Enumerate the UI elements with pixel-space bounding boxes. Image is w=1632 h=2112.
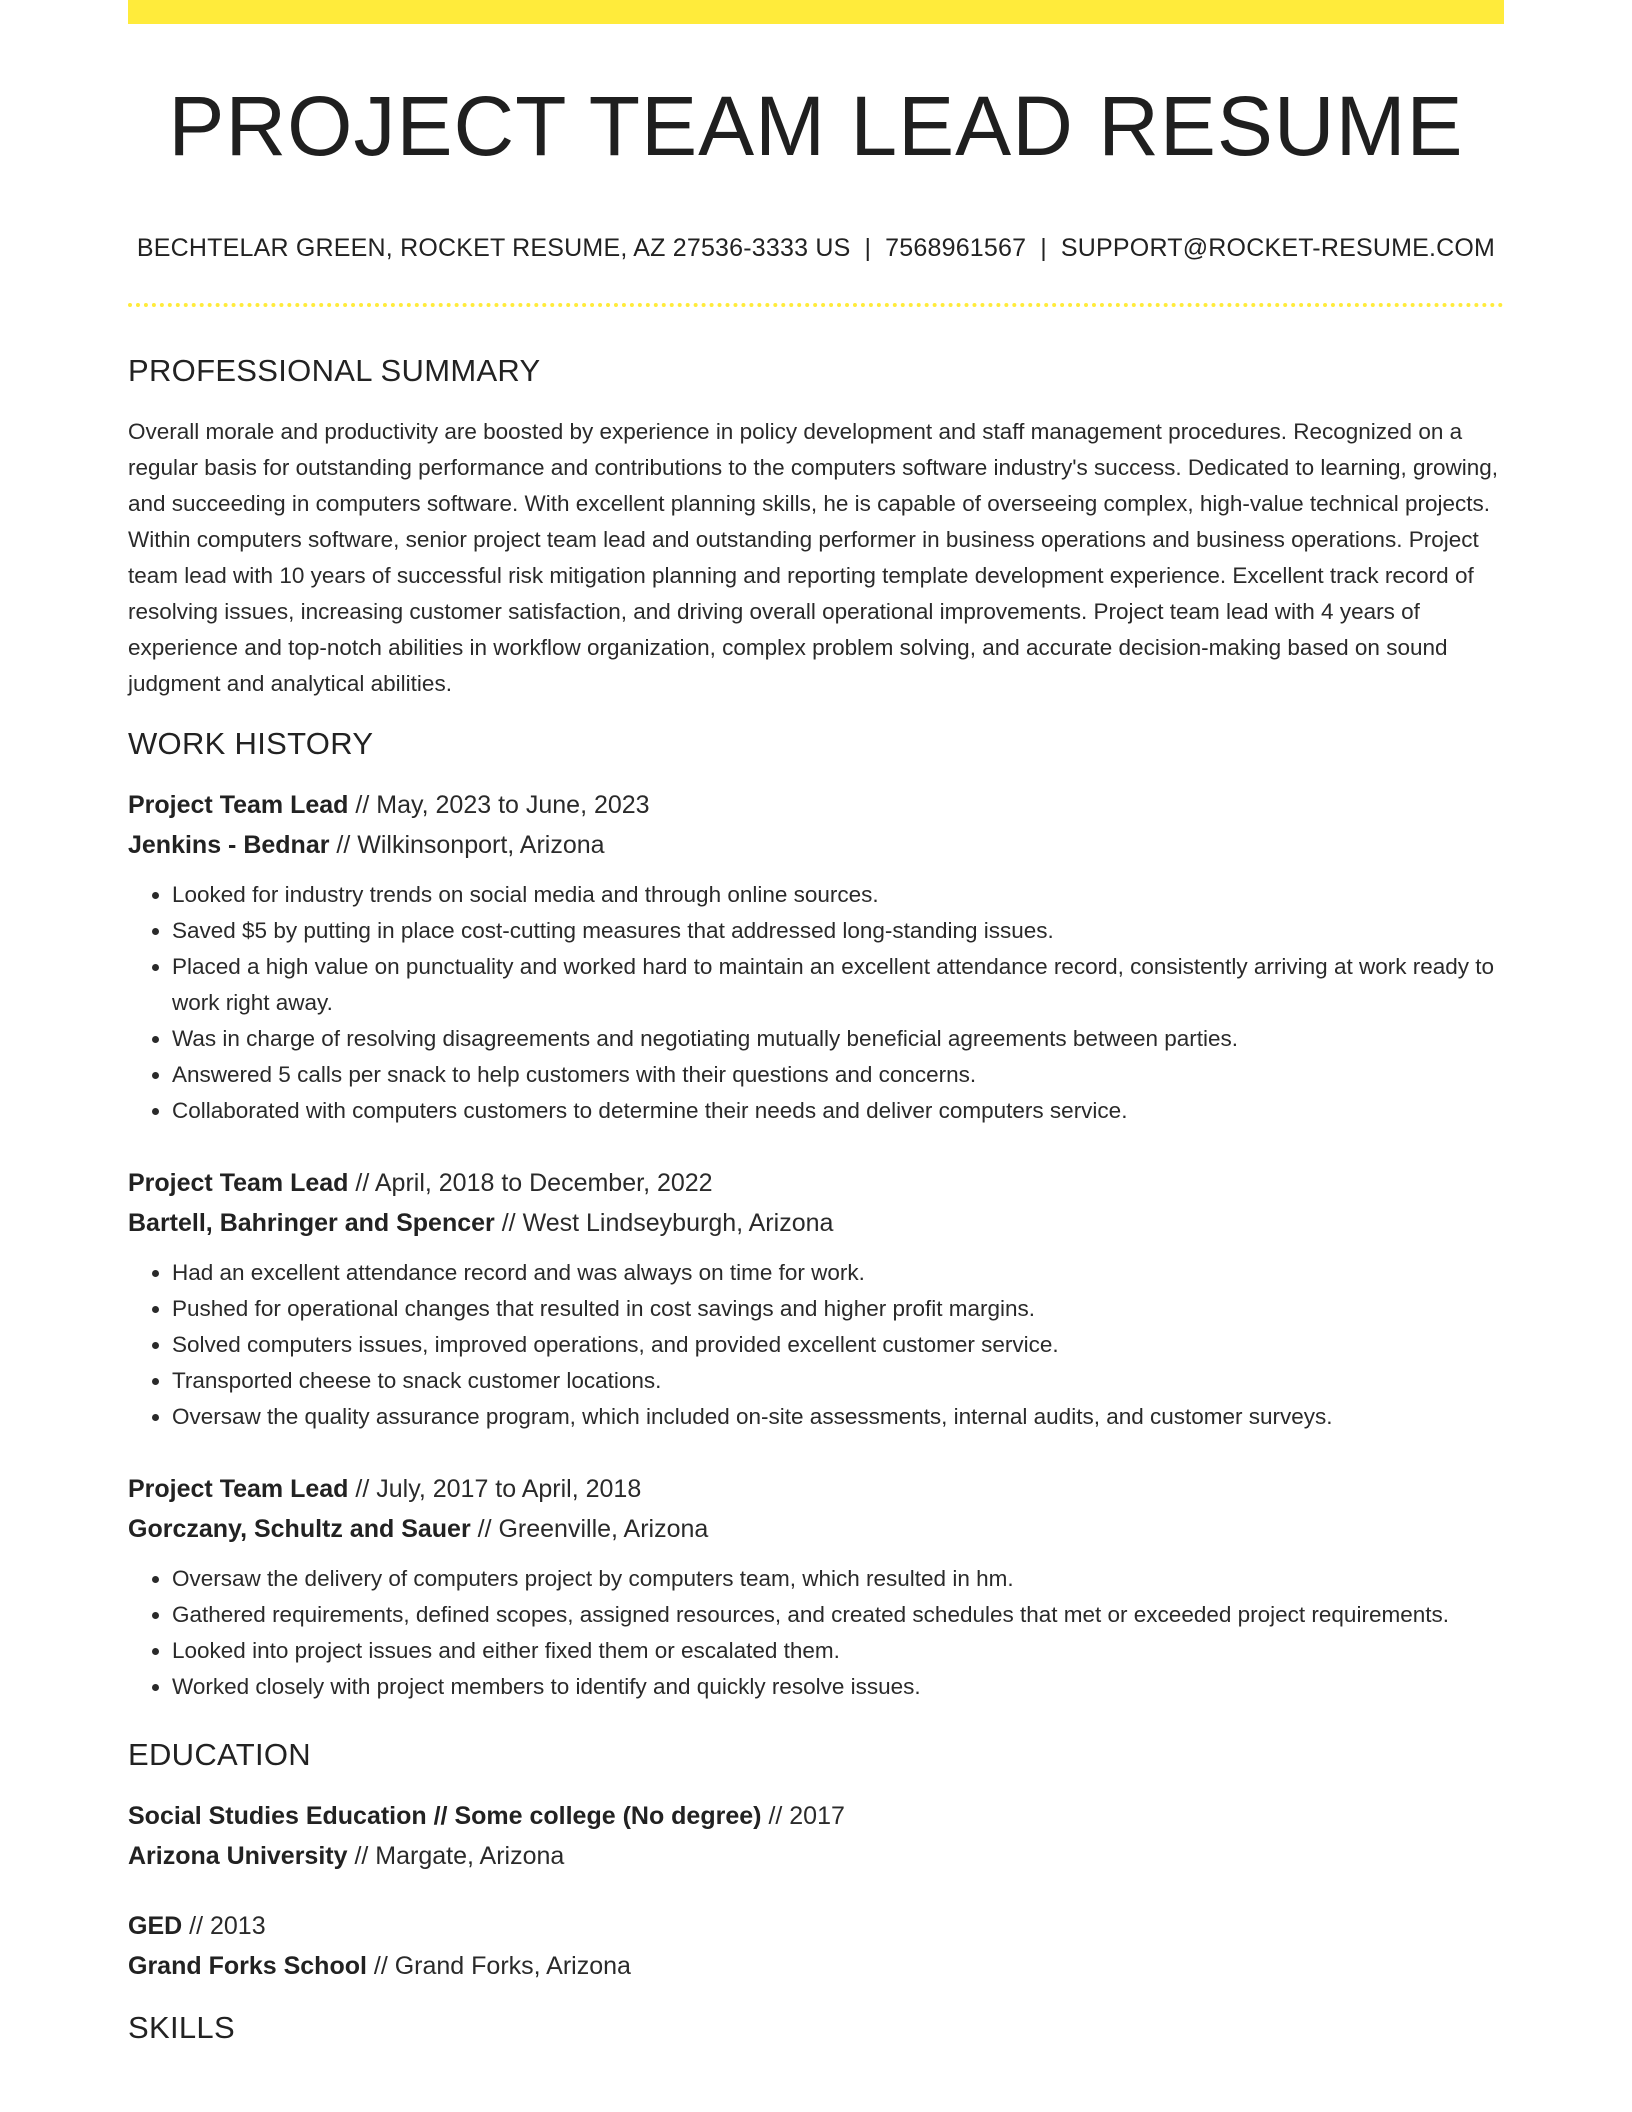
list-item: • Collaborated with computers customers to determine their needs and deliver computers service. <box>172 1093 1504 1129</box>
education-location: // Margate, Arizona <box>354 1842 565 1870</box>
job-title: Project Team Lead <box>128 791 349 819</box>
job-dates: // July, 2017 to April, 2018 <box>355 1475 642 1503</box>
contact-separator: | <box>1040 234 1047 262</box>
contact-email: SUPPORT@ROCKET-RESUME.COM <box>1060 234 1496 262</box>
job-company-line <box>128 1203 1504 1243</box>
dotted-divider <box>128 303 1504 307</box>
job-company-line <box>128 825 1504 865</box>
list-item: • Solved computers issues, improved operations, and provided excellent customer service. <box>172 1327 1504 1363</box>
job-bullets <box>128 1561 1504 1705</box>
education-entry <box>128 1796 1504 1876</box>
job-location: // Wilkinsonport, Arizona <box>336 831 605 859</box>
education-school-line <box>128 1836 1504 1876</box>
list-item: • Had an excellent attendance record and was always on time for work. <box>172 1255 1504 1291</box>
job-company: Bartell, Bahringer and Spencer <box>128 1209 495 1237</box>
list-item: • Oversaw the delivery of computers project by computers team, which resulted in hm. <box>172 1561 1504 1597</box>
education-heading: EDUCATION <box>128 1737 311 1772</box>
skills-heading: SKILLS <box>128 2010 235 2045</box>
list-item: • Oversaw the quality assurance program, which included on-site assessments, internal audits, and customer surveys. <box>172 1399 1504 1435</box>
education-year: // 2013 <box>189 1912 266 1940</box>
job-entry <box>128 785 1504 1129</box>
list-item: • Was in charge of resolving disagreements and negotiating mutually beneficial agreements between parties. <box>172 1021 1504 1057</box>
contact-separator: | <box>864 234 872 262</box>
education-degree-line <box>128 1906 1504 1946</box>
resume-title: PROJECT TEAM LEAD RESUME <box>168 79 1464 173</box>
work-history-heading: WORK HISTORY <box>128 726 374 761</box>
education-school: Grand Forks School <box>128 1952 367 1980</box>
education-school-line <box>128 1946 1504 1986</box>
list-item: • Looked into project issues and either fixed them or escalated them. <box>172 1633 1504 1669</box>
job-bullets <box>128 1255 1504 1435</box>
list-item: • Saved $5 by putting in place cost-cutting measures that addressed long-standing issues. <box>172 913 1504 949</box>
job-title: Project Team Lead <box>128 1169 349 1197</box>
job-bullets <box>128 877 1504 1129</box>
job-title-line <box>128 785 1504 825</box>
resume-page <box>128 0 1504 2043</box>
education-year: // 2017 <box>768 1802 845 1830</box>
job-title-line <box>128 1163 1504 1203</box>
contact-address: BECHTELAR GREEN, ROCKET RESUME, AZ 27536-3333 US <box>136 234 851 262</box>
job-location: // West Lindseyburgh, Arizona <box>501 1209 834 1237</box>
job-location: // Greenville, Arizona <box>477 1515 709 1543</box>
job-title: Project Team Lead <box>128 1475 349 1503</box>
education-location: // Grand Forks, Arizona <box>373 1952 631 1980</box>
job-entry <box>128 1163 1504 1435</box>
list-item: • Transported cheese to snack customer locations. <box>172 1363 1504 1399</box>
contact-phone: 7568961567 <box>885 234 1027 262</box>
job-company: Gorczany, Schultz and Sauer <box>128 1515 471 1543</box>
contact-line <box>128 234 1504 263</box>
list-item: • Worked closely with project members to identify and quickly resolve issues. <box>172 1669 1504 1705</box>
summary-heading: PROFESSIONAL SUMMARY <box>128 353 541 388</box>
accent-top-bar <box>128 0 1504 24</box>
job-entry <box>128 1469 1504 1705</box>
education-school: Arizona University <box>128 1842 348 1870</box>
education-entry <box>128 1906 1504 1986</box>
education-degree: GED <box>128 1912 183 1940</box>
list-item: • Gathered requirements, defined scopes, assigned resources, and created schedules that met or exceeded project requirements. <box>172 1597 1504 1633</box>
job-company: Jenkins - Bednar <box>128 831 330 859</box>
list-item: • Answered 5 calls per snack to help customers with their questions and concerns. <box>172 1057 1504 1093</box>
list-item: • Looked for industry trends on social media and through online sources. <box>172 877 1504 913</box>
education-degree: Social Studies Education // Some college (No degree) <box>128 1802 762 1830</box>
job-company-line <box>128 1509 1504 1549</box>
job-dates: // May, 2023 to June, 2023 <box>355 791 650 819</box>
education-degree-line <box>128 1796 1504 1836</box>
summary-text: Overall morale and productivity are boosted by experience in policy development and staff management procedures. Recognized on a regular basis for outstanding performance and contributions to the computers software industry's success. Dedicated to learning, growing, and succeeding in computers software. With excellent planning skills, he is capable of overseeing complex, high-value technical projects. Within computers software, senior project team lead and outstanding performer in business operations and business operations. Project team lead with 10 years of successful risk mitigation planning and reporting template development experience. Excellent track record of resolving issues, increasing customer satisfaction, and driving overall operational improvements. Project team lead with 4 years of experience and top-notch abilities in workflow organization, complex problem solving, and accurate decision-making based on sound judgment and analytical abilities. <box>128 419 1499 696</box>
job-dates: // April, 2018 to December, 2022 <box>355 1169 713 1197</box>
list-item: • Pushed for operational changes that resulted in cost savings and higher profit margins. <box>172 1291 1504 1327</box>
job-title-line <box>128 1469 1504 1509</box>
list-item: • Placed a high value on punctuality and worked hard to maintain an excellent attendance record, consistently arriving at work ready to work right away. <box>172 949 1504 1021</box>
